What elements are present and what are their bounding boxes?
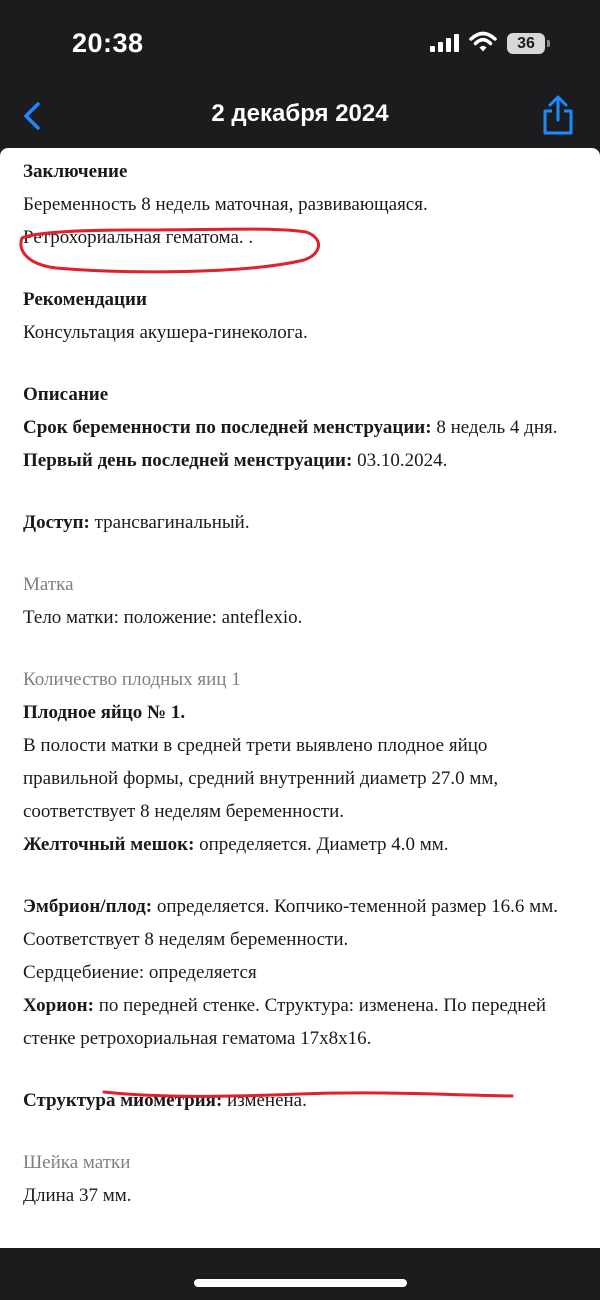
description-heading: Описание [23, 384, 109, 405]
gestation-label: Срок беременности по последней менструации: [23, 417, 432, 438]
embryo-paragraph [23, 890, 583, 956]
annotation-circle [16, 224, 326, 284]
yolk-value: определяется. Диаметр 4.0 мм. [194, 834, 449, 855]
status-time: 20:38 [72, 28, 144, 58]
gestation-paragraph [23, 411, 583, 444]
lmp-paragraph [23, 444, 583, 477]
conclusion-heading: Заключение [23, 161, 128, 182]
egg-count-heading: Количество плодных яиц 1 [23, 669, 241, 690]
document-content [23, 148, 583, 1212]
yolk-label: Желточный мешок: [23, 834, 195, 855]
home-indicator[interactable] [194, 1279, 407, 1287]
share-icon [538, 94, 578, 138]
share-button[interactable] [538, 94, 578, 138]
lmp-label: Первый день последней менструации: [23, 450, 353, 471]
embryo-value: определяется. Копчико-теменной размер 16.6 мм. Соответствует 8 неделям беременности. [23, 896, 558, 950]
recommendations-heading: Рекомендации [23, 289, 147, 310]
uterus-heading: Матка [23, 574, 74, 595]
cervix-heading: Шейка матки [23, 1152, 131, 1173]
access-label: Доступ: [23, 512, 90, 533]
egg-text: В полости матки в средней трети выявлено плодное яйцо правильной формы, средний внутренний диаметр 27.0 мм, соответствует 8 неделям беременности. [23, 735, 499, 822]
access-paragraph [23, 506, 583, 539]
gestation-value: 8 недель 4 дня. [431, 417, 558, 438]
cervix-text: Длина 37 мм. [23, 1185, 132, 1206]
recommendations-text: Консультация акушера-гинеколога. [23, 322, 308, 343]
annotation-underline [100, 1086, 520, 1102]
wifi-icon [469, 31, 497, 58]
conclusion-line-2: Ретрохориальная гематома. . [23, 227, 254, 248]
battery-cap [547, 40, 550, 47]
status-bar [0, 0, 600, 90]
navigation-bar [0, 90, 600, 148]
embryo-label: Эмбрион/плод: [23, 896, 153, 917]
battery-icon: 36 [507, 33, 545, 54]
yolk-paragraph [23, 828, 583, 861]
heartbeat-text: Сердцебиение: определяется [23, 962, 257, 983]
chorion-value: по передней стенке. Структура: изменена. По передней стенке ретрохориальная гематома 17x8x16. [23, 995, 547, 1049]
chorion-label: Хорион: [23, 995, 94, 1016]
access-value: трансвагинальный. [89, 512, 250, 533]
uterus-text: Тело матки: положение: anteflexio. [23, 607, 303, 628]
document-viewer[interactable] [0, 148, 600, 1248]
cellular-signal-icon [430, 34, 462, 57]
chorion-paragraph [23, 989, 583, 1055]
lmp-value: 03.10.2024. [352, 450, 448, 471]
myometrium-label: Структура миометрия: [23, 1090, 223, 1111]
conclusion-line-1: Беременность 8 недель маточная, развивающаяся. [23, 194, 428, 215]
egg-label: Плодное яйцо № 1. [23, 702, 186, 723]
page-title: 2 декабря 2024 [211, 100, 389, 127]
myometrium-value: изменена. [222, 1090, 307, 1111]
